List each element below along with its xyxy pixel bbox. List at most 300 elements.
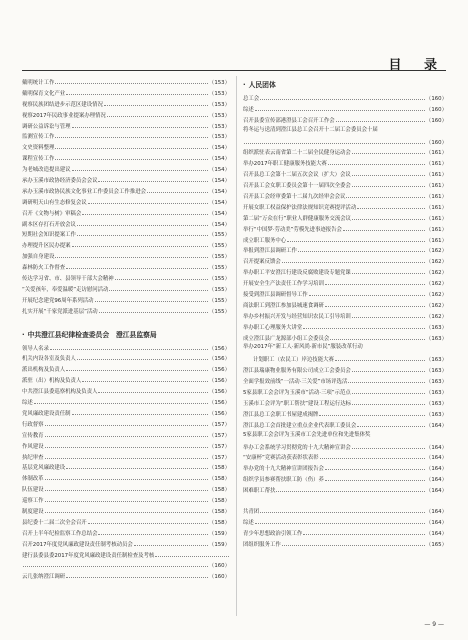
section-heading-renmin xyxy=(243,78,447,92)
leader-dots xyxy=(107,109,208,117)
leader-dots xyxy=(82,207,208,215)
leader-dots xyxy=(82,374,208,382)
leader-dots xyxy=(320,451,425,459)
leader-dots xyxy=(72,163,208,171)
toc-entry[interactable] xyxy=(243,375,447,386)
toc-entry[interactable] xyxy=(243,386,447,397)
toc-entry-page: （163） xyxy=(425,379,447,386)
toc-entry-page: （154） xyxy=(208,210,230,217)
toc-entry-page: （160） xyxy=(425,96,447,102)
toc-entry[interactable] xyxy=(243,277,447,288)
toc-entry-title: 戴明保育文化产业 xyxy=(22,90,66,97)
toc-entry[interactable] xyxy=(22,76,230,87)
section-heading-text: 中共澄江县纪律检查委员会 澄江县监察局 xyxy=(27,330,157,339)
toc-entry-page: （154） xyxy=(208,156,230,163)
leader-dots xyxy=(260,505,425,513)
toc-right-column xyxy=(243,76,447,549)
leader-dots xyxy=(88,516,208,524)
toc-entry[interactable] xyxy=(243,419,447,430)
leader-dots xyxy=(45,429,208,437)
toc-entry-page: （163） xyxy=(425,411,447,418)
toc-left-bottom-list xyxy=(22,342,230,549)
toc-entry[interactable] xyxy=(243,527,447,538)
leader-dots xyxy=(352,266,425,274)
toc-entry-title: 召开《文物与树》审稿会 xyxy=(22,210,82,217)
leader-dots xyxy=(319,408,424,416)
toc-entry-title: 县纪委十二届二次全会召开 xyxy=(22,519,87,526)
toc-entry-page: （157） xyxy=(208,432,230,439)
leader-dots xyxy=(72,407,208,415)
leader-dots xyxy=(66,261,208,269)
toc-entry[interactable] xyxy=(22,218,230,229)
toc-entry[interactable] xyxy=(22,152,230,163)
toc-entry[interactable] xyxy=(22,141,230,152)
leader-dots xyxy=(155,549,229,557)
toc-entry[interactable] xyxy=(22,570,230,581)
toc-entry-title: 调研明天山有生态修复会议 xyxy=(22,199,87,206)
toc-entry[interactable] xyxy=(243,157,447,168)
toc-entry-page: （157） xyxy=(208,421,230,428)
leader-dots xyxy=(357,419,425,427)
leader-dots xyxy=(325,462,425,470)
toc-entry-page: （156） xyxy=(208,378,230,385)
toc-entry[interactable] xyxy=(243,212,447,223)
toc-entry-page: （156） xyxy=(208,400,230,407)
leader-dots xyxy=(352,386,425,394)
toc-entry-page: （162） xyxy=(425,248,447,255)
leader-dots xyxy=(98,527,207,535)
toc-entry[interactable] xyxy=(22,120,230,131)
toc-entry[interactable] xyxy=(243,364,447,375)
toc-entry[interactable] xyxy=(22,440,230,451)
toc-entry[interactable] xyxy=(243,103,447,114)
toc-entry-title: 成立澄江县广龙源部小组工会委员会 xyxy=(243,335,330,342)
leader-dots xyxy=(244,136,425,144)
toc-entry[interactable] xyxy=(22,363,230,374)
toc-entry[interactable] xyxy=(22,461,230,472)
toc-entry-page: （154） xyxy=(208,188,230,195)
toc-entry-title: 综述 xyxy=(22,400,33,407)
toc-entry-title: 视察2017年民政事业提案办理情况 xyxy=(22,112,106,119)
toc-entry[interactable] xyxy=(22,98,230,109)
toc-entry[interactable] xyxy=(243,484,447,495)
toc-entry-page: （156） xyxy=(208,367,230,374)
toc-entry-page: （158） xyxy=(208,465,230,472)
toc-entry[interactable] xyxy=(22,385,230,396)
leader-dots xyxy=(346,190,424,198)
leader-dots xyxy=(98,385,207,393)
toc-entry-page: （153） xyxy=(208,101,230,108)
toc-entry-title: 综述 xyxy=(243,519,254,526)
toc-entry-title: 中共澄江县委巡察机构及负责人 xyxy=(22,389,98,396)
leader-dots xyxy=(352,212,425,220)
toc-entry-title: 作风建设 xyxy=(22,443,44,450)
toc-entry-title: 加强自身建设 xyxy=(22,254,55,261)
toc-entry[interactable] xyxy=(22,109,230,120)
toc-entry[interactable] xyxy=(22,451,230,462)
toc-entry-page: （155） xyxy=(208,232,230,239)
leader-dots xyxy=(335,353,425,361)
toc-entry-title: 总工会 xyxy=(243,96,260,102)
toc-entry-title: 组织派驻表云南省第二十二届全民健身运动会 xyxy=(243,150,351,157)
toc-entry-page: （158） xyxy=(208,476,230,483)
leader-dots xyxy=(282,538,425,546)
toc-entry-page: （154） xyxy=(208,199,230,206)
title-rule xyxy=(22,70,446,71)
leader-dots xyxy=(50,342,208,350)
toc-entry-title: 举办2017年职工健康服务技能大赛 xyxy=(243,161,327,168)
toc-entry[interactable] xyxy=(22,472,230,483)
toc-entry[interactable] xyxy=(22,374,230,385)
toc-entry[interactable] xyxy=(22,352,230,363)
toc-entry-page: （165） xyxy=(425,541,447,548)
toc-entry-title-line1: 将冬运与送清到澄江县总工会召开十二届工会委员会十届 xyxy=(243,126,378,133)
toc-entry-page: （155） xyxy=(208,243,230,250)
toc-entry-page: （164） xyxy=(425,477,447,484)
toc-entry-page: （161） xyxy=(425,150,447,157)
toc-entry-title: 接受到澄江县调研督导工作 xyxy=(243,292,308,299)
toc-entry-title: 行政督察 xyxy=(22,421,44,428)
leader-dots xyxy=(255,516,425,524)
leader-dots xyxy=(45,440,208,448)
toc-entry-page: （162） xyxy=(425,259,447,266)
toc-entry[interactable] xyxy=(243,255,447,266)
toc-entry-page: （162） xyxy=(425,302,447,309)
toc-entry-title: 监测宣传工作 xyxy=(22,134,55,141)
leader-dots xyxy=(55,130,208,138)
toc-entry-title: 举行“中国梦·劳动美”劳模先进事迹报告会 xyxy=(243,226,342,233)
toc-entry[interactable] xyxy=(243,168,447,179)
toc-entry-title: 成立职工服务中心 xyxy=(243,237,287,244)
leader-dots xyxy=(303,527,425,535)
toc-entry[interactable] xyxy=(22,494,230,505)
toc-entry-page: （164） xyxy=(425,422,447,429)
toc-entry[interactable] xyxy=(22,483,230,494)
leader-dots xyxy=(357,201,425,209)
toc-entry-title: 体制改革 xyxy=(22,476,44,483)
toc-entry-title: 巡察工作 xyxy=(22,498,44,505)
toc-entry-title: 召开县总工会第十二届五次会议（扩大）会议 xyxy=(243,172,351,179)
toc-entry-page: （161） xyxy=(425,204,447,211)
toc-entry-title: 制度建设 xyxy=(22,508,44,515)
toc-entry-title: 共青团 xyxy=(243,508,260,515)
toc-entry-page: （158） xyxy=(208,508,230,515)
toc-entry-page: （162） xyxy=(425,281,447,288)
toc-entry-page: （155） xyxy=(208,276,230,283)
leader-dots xyxy=(352,364,425,372)
toc-entry-title: 视察民族团结进步示范区建设情况 xyxy=(22,101,103,108)
toc-entry[interactable] xyxy=(22,418,230,429)
toc-entry[interactable] xyxy=(22,429,230,440)
toc-entry-page: （154） xyxy=(208,221,230,228)
toc-entry-title: 短期社会知识提案工作 xyxy=(22,232,76,239)
toc-entry-page: （161） xyxy=(425,237,447,244)
toc-entry-title: 举办工会系统学习贯彻党的十九大精神宣讲会 xyxy=(243,444,351,451)
leader-dots xyxy=(66,87,208,95)
toc-entry[interactable] xyxy=(22,196,230,207)
toc-entry-page: （164） xyxy=(425,519,447,526)
toc-entry-title: 困难职工帮扶 xyxy=(243,488,276,495)
toc-entry-page: （163） xyxy=(425,335,447,342)
toc-entry[interactable] xyxy=(22,516,230,527)
toc-entry-title: 召开上半年纪检监察工作总结会 xyxy=(22,530,98,537)
toc-entry[interactable] xyxy=(243,462,447,473)
toc-entry-title: 文史资料整理 xyxy=(22,145,55,152)
leader-dots xyxy=(72,239,208,247)
section-heading-text: 人民团体 xyxy=(248,81,276,89)
leader-dots xyxy=(282,255,425,263)
toc-entry-title: 召开县工会经审委第十二届九次经审会会议 xyxy=(243,194,346,201)
toc-entry[interactable] xyxy=(243,190,447,201)
leader-dots xyxy=(45,472,208,480)
toc-entry-page: （157） xyxy=(208,443,230,450)
leader-dots xyxy=(66,461,208,469)
toc-entry-title: 5家县职工会会评为玉溪市“活动·三项”示范点 xyxy=(243,390,351,397)
toc-entry-page: （155） xyxy=(208,286,230,293)
toc-entry-title: 传达学习省、市、县领导干部大会精神 xyxy=(22,276,114,283)
toc-entry-title: 举办职工平安澄江行建设反腐败建设专题党课 xyxy=(243,270,351,277)
leader-dots xyxy=(325,299,425,307)
leader-dots xyxy=(66,363,208,371)
toc-entry[interactable] xyxy=(243,179,447,190)
toc-entry[interactable] xyxy=(243,408,447,419)
toc-entry-title: 为老城改造提出建议 xyxy=(22,167,71,174)
toc-entry[interactable] xyxy=(243,146,447,157)
toc-entry-page: （164） xyxy=(425,530,447,537)
toc-entry[interactable] xyxy=(22,163,230,174)
toc-entry-page: （154） xyxy=(208,178,230,185)
toc-entry[interactable] xyxy=(22,261,230,272)
leader-dots xyxy=(328,157,425,165)
toc-entry[interactable] xyxy=(22,87,230,98)
toc-entry[interactable] xyxy=(243,288,447,299)
leader-dots xyxy=(77,218,208,226)
leader-dots xyxy=(276,484,425,492)
toc-entry-page: （164） xyxy=(425,508,447,515)
toc-entry-page: （164） xyxy=(425,444,447,451)
leader-dots xyxy=(45,483,208,491)
toc-entry-page: （161） xyxy=(425,194,447,201)
toc-entry[interactable] xyxy=(243,223,447,234)
toc-entry-page: （156） xyxy=(208,389,230,396)
toc-entry-page: （163） xyxy=(425,324,447,331)
leader-dots xyxy=(77,228,208,236)
section-heading-jiwei xyxy=(22,328,230,342)
toc-entry[interactable] xyxy=(243,310,447,321)
toc-entry[interactable] xyxy=(22,185,230,196)
toc-entry[interactable] xyxy=(22,305,230,316)
toc-entry[interactable] xyxy=(243,505,447,516)
toc-entry-title-line1: 举办2017年“新工人·新风尚·新市民”服装改革行动 xyxy=(243,344,363,351)
toc-entry-page: （161） xyxy=(425,226,447,233)
toc-entry[interactable] xyxy=(22,174,230,185)
toc-entry-title: 召开县工会女职工委员会第十一届四次全委会 xyxy=(243,183,351,190)
leader-dots xyxy=(98,174,207,182)
toc-entry-title: 澄江县总工会首批建立重点企业代表职工委员会 xyxy=(243,422,357,429)
toc-entry-title: 举办党的十九大精神宣讲团报告会 xyxy=(243,466,324,473)
toc-entry[interactable] xyxy=(243,451,447,462)
leader-dots xyxy=(352,168,425,176)
toc-entry-title: 承办玉溪市政协经济委员会会议 xyxy=(22,178,98,185)
toc-entry-page: （162） xyxy=(425,313,447,320)
toc-entry-title: “关爱孩年，奉爱温暖”走访慰问活动 xyxy=(22,286,109,293)
toc-entry[interactable] xyxy=(22,342,230,353)
toc-entry-page: （158） xyxy=(208,487,230,494)
toc-entry-page: （156） xyxy=(208,410,230,417)
toc-entry-title: 第二届“万众在行”职业人群健康服务交流会议 xyxy=(243,215,352,222)
toc-entry-title: 举办职工心理服务大讲堂 xyxy=(243,324,303,331)
toc-entry[interactable] xyxy=(243,299,447,310)
toc-entry-title: 机关内设各室及负责人 xyxy=(22,356,76,363)
leader-dots xyxy=(147,185,208,193)
toc-entry[interactable] xyxy=(243,473,447,484)
toc-entry[interactable] xyxy=(243,114,447,125)
toc-entry[interactable] xyxy=(22,228,230,239)
toc-entry-page: （160） xyxy=(425,106,447,113)
leader-dots xyxy=(77,352,208,360)
toc-entry[interactable] xyxy=(243,332,447,343)
toc-entry-title: “安康杯”竞赛活动获表彰状表彰 xyxy=(243,455,319,462)
toc-entry-page: （158） xyxy=(208,498,230,505)
toc-entry[interactable] xyxy=(243,397,447,408)
toc-entry[interactable] xyxy=(243,201,447,212)
toc-entry[interactable] xyxy=(243,538,447,549)
column-divider xyxy=(236,76,237,616)
toc-entry[interactable] xyxy=(22,283,230,294)
leader-dots xyxy=(45,451,208,459)
toc-entry[interactable] xyxy=(243,266,447,277)
toc-entry-page: （163） xyxy=(425,400,447,407)
leader-dots xyxy=(287,234,425,242)
toc-entry-two-line-page[interactable] xyxy=(243,353,447,364)
toc-entry-page: （160） xyxy=(208,563,230,570)
toc-entry-page: （157） xyxy=(208,454,230,461)
leader-dots xyxy=(104,98,208,106)
toc-right-list-d xyxy=(243,441,447,495)
toc-entry[interactable] xyxy=(243,441,447,452)
leader-dots xyxy=(66,570,208,578)
toc-entry-page: （160） xyxy=(208,574,230,581)
toc-entry-title: 队伍建设 xyxy=(22,487,44,494)
leader-dots xyxy=(55,152,208,160)
toc-entry-title: 副本区存打石开放会议 xyxy=(22,221,76,228)
toc-entry[interactable] xyxy=(243,234,447,245)
toc-entry-page: （155） xyxy=(208,254,230,261)
leader-dots xyxy=(72,120,208,128)
toc-entry[interactable] xyxy=(22,272,230,283)
toc-entry[interactable] xyxy=(22,407,230,418)
toc-entry-page: （153） xyxy=(208,90,230,97)
leader-dots xyxy=(255,103,425,111)
toc-entry[interactable] xyxy=(22,130,230,141)
leader-dots xyxy=(95,294,208,302)
toc-entry-title: 青少年思想政治引领工作 xyxy=(243,530,303,537)
toc-entry[interactable] xyxy=(22,250,230,261)
toc-right-list-e xyxy=(243,505,447,549)
toc-entry-two-line[interactable] xyxy=(22,549,230,560)
toc-entry-title: 森林防火工作督查 xyxy=(22,265,66,272)
toc-entry-page: （153） xyxy=(208,123,230,130)
leader-dots xyxy=(352,441,425,449)
toc-entry-two-line-page[interactable] xyxy=(243,136,447,147)
toc-entry[interactable] xyxy=(243,321,447,332)
toc-entry[interactable] xyxy=(22,239,230,250)
toc-entry-title: 组织学员参赛帮扶职工防（伤）养 xyxy=(243,477,324,484)
toc-entry[interactable] xyxy=(243,244,447,255)
toc-entry-page: （162） xyxy=(425,292,447,299)
leader-dots xyxy=(99,305,208,313)
toc-entry-page: （164） xyxy=(425,466,447,473)
leader-dots xyxy=(134,538,208,546)
toc-entry-title: 办理提升区民办提案 xyxy=(22,243,71,250)
toc-entry-title: 开展安全生产法责任工作学习培训 xyxy=(243,281,324,288)
toc-entry-page: （153） xyxy=(208,134,230,141)
toc-entry-title: 商法职工到澄江参加县城速食调研 xyxy=(243,302,324,309)
toc-entry-page: （156） xyxy=(208,356,230,363)
toc-entry-title: 戴明统计工作 xyxy=(22,80,55,86)
toc-entry-title: 召开提案反馈会 xyxy=(243,259,281,266)
leader-dots xyxy=(260,92,425,100)
leader-dots xyxy=(352,146,425,154)
leader-dots xyxy=(325,277,425,285)
leader-dots xyxy=(298,244,425,252)
toc-entry[interactable] xyxy=(22,505,230,516)
toc-entry-page: （163） xyxy=(425,357,447,364)
toc-entry-title: 团组织服务工作 xyxy=(243,541,281,548)
leader-dots xyxy=(88,196,208,204)
leader-dots xyxy=(303,321,425,329)
toc-entry-title: 澄江县总工会职工书屋建成揭牌 xyxy=(243,411,319,418)
leader-dots xyxy=(45,505,208,513)
toc-entry-title: 建行县委县委2017年度党风廉政建设责任制检查及考核 xyxy=(22,552,155,559)
section-bullet-icon: · xyxy=(22,330,25,339)
toc-entry-title: 玉溪市工会评为“职工帮扶”建设工程运行达标 xyxy=(243,400,352,407)
toc-entry[interactable] xyxy=(22,538,230,549)
page-title: 目 录 xyxy=(388,58,446,73)
toc-entry-title: 承办玉溪市政协民族文化事业工作委员会工作推进会 xyxy=(22,188,146,195)
leader-dots xyxy=(109,283,207,291)
toc-entry-page: （161） xyxy=(425,183,447,190)
toc-entry-title: 领导人名录 xyxy=(22,345,49,352)
toc-entry-title: 综述 xyxy=(243,106,254,113)
toc-entry[interactable] xyxy=(243,516,447,527)
leader-dots xyxy=(115,272,208,280)
toc-entry-page: （163） xyxy=(425,390,447,397)
toc-entry[interactable] xyxy=(22,294,230,305)
toc-entry-title: 全面学报效前线“一活动·三关爱”市场评选活 xyxy=(243,379,348,386)
toc-entry[interactable] xyxy=(22,527,230,538)
toc-entry-page: （155） xyxy=(208,297,230,304)
toc-entry-title: 开展纪念建党96周年系列活动 xyxy=(22,297,94,304)
toc-left-column xyxy=(22,76,230,581)
toc-entry-two-line-page[interactable] xyxy=(22,559,230,570)
leader-dots xyxy=(352,179,425,187)
toc-right-list-c xyxy=(243,364,447,429)
leader-dots xyxy=(352,397,425,405)
toc-entry[interactable] xyxy=(243,92,447,103)
toc-entry-title: 执纪审查 xyxy=(22,454,44,461)
leader-dots xyxy=(343,223,425,231)
toc-entry-title: 举办乡村振兴开发与经营知识农民工引导培训 xyxy=(243,313,351,320)
leader-dots xyxy=(325,473,425,481)
toc-entry-page: （161） xyxy=(425,161,447,168)
toc-entry[interactable] xyxy=(22,396,230,407)
toc-entry-title: 云几张纳澄江调研 xyxy=(22,574,66,581)
toc-entry-page: （155） xyxy=(208,265,230,272)
toc-entry-page: （161） xyxy=(425,215,447,222)
leader-dots xyxy=(55,250,208,258)
toc-entry[interactable] xyxy=(22,207,230,218)
